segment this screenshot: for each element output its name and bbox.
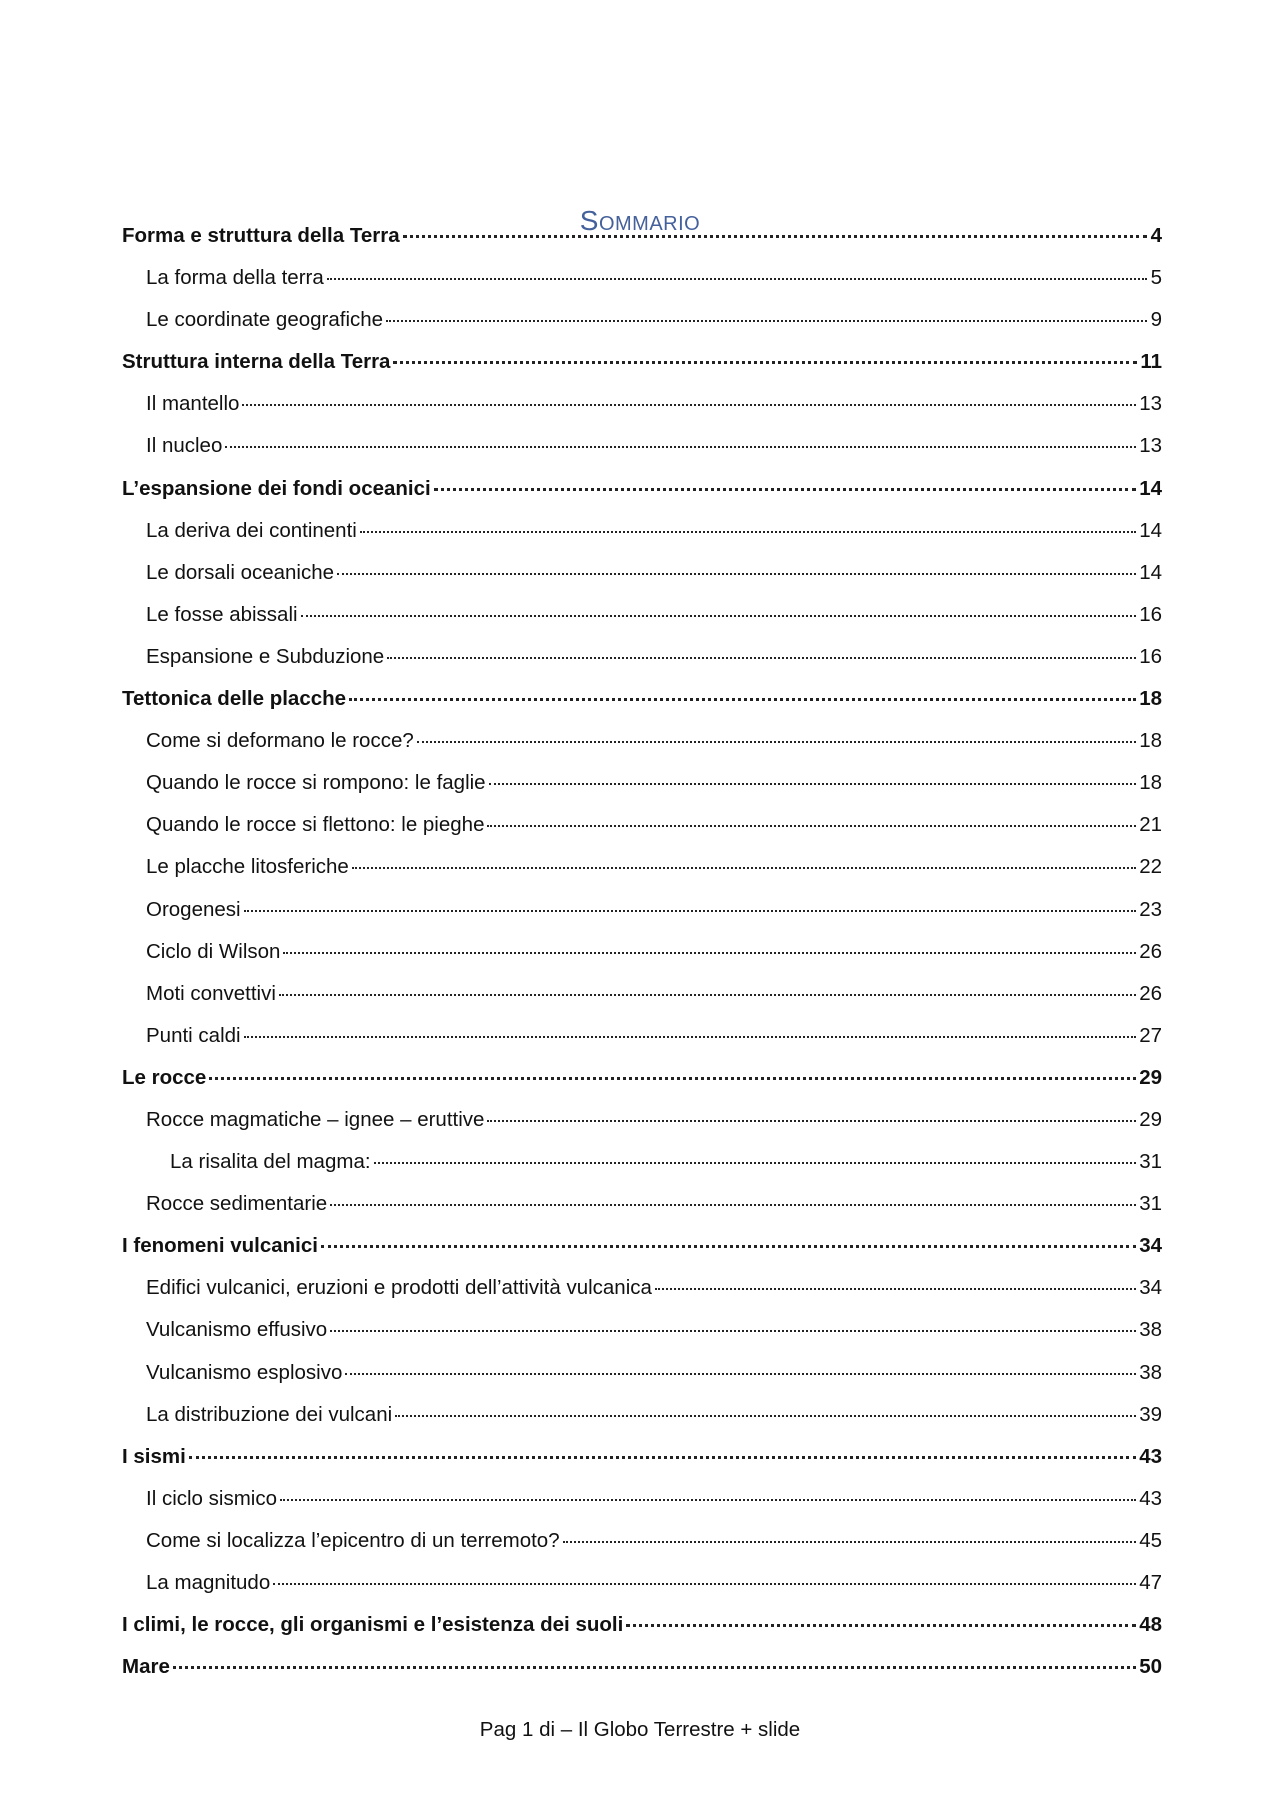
toc-entry-page-number: 27	[1139, 1023, 1162, 1047]
toc-entry-page-number: 5	[1150, 266, 1162, 290]
toc-entry[interactable]	[122, 729, 1162, 771]
page-footer: Pag 1 di – Il Globo Terrestre + slide	[479, 1718, 801, 1741]
dot-leader	[374, 1162, 1137, 1164]
toc-entry[interactable]	[122, 603, 1162, 645]
toc-entry-label: Punti caldi	[146, 1023, 241, 1047]
toc-entry[interactable]	[122, 350, 1162, 392]
toc-entry-label: La deriva dei continenti	[146, 518, 357, 542]
toc-entry[interactable]	[122, 434, 1162, 476]
dot-leader	[393, 361, 1137, 364]
toc-entry-page-number: 39	[1139, 1402, 1162, 1426]
toc-entry-page-number: 22	[1139, 855, 1162, 879]
toc-entry-label: L’espansione dei fondi oceanici	[122, 476, 431, 500]
dot-leader	[244, 1036, 1137, 1038]
dot-leader	[626, 1624, 1136, 1627]
toc-entry-page-number: 29	[1139, 1107, 1162, 1131]
toc-entry-label: Quando le rocce si rompono: le faglie	[146, 771, 486, 795]
toc-entry[interactable]	[122, 687, 1162, 729]
toc-entry-page-number: 18	[1139, 687, 1162, 711]
dot-leader	[189, 1456, 1136, 1459]
toc-entry-label: Le fosse abissali	[146, 602, 298, 626]
dot-leader	[244, 910, 1137, 912]
toc-entry[interactable]	[122, 1318, 1162, 1360]
toc-entry-page-number: 13	[1139, 392, 1162, 416]
dot-leader	[655, 1288, 1136, 1290]
toc-entry-page-number: 13	[1139, 434, 1162, 458]
dot-leader	[209, 1077, 1136, 1080]
toc-entry[interactable]	[122, 855, 1162, 897]
toc-entry-page-number: 29	[1139, 1065, 1162, 1089]
toc-entry-label: Forma e struttura della Terra	[122, 224, 400, 247]
toc-entry[interactable]	[122, 1445, 1162, 1487]
toc-entry[interactable]	[122, 1192, 1162, 1234]
dot-leader	[360, 531, 1136, 533]
toc-entry-label: Il ciclo sismico	[146, 1486, 277, 1510]
dot-leader	[352, 867, 1136, 869]
dot-leader	[395, 1415, 1136, 1417]
toc-entry-page-number: 47	[1139, 1571, 1162, 1594]
toc-entry-label: I climi, le rocce, gli organismi e l’esistenza dei suoli	[122, 1613, 624, 1637]
toc-entry-page-number: 38	[1139, 1360, 1162, 1384]
toc-entry-label: Moti convettivi	[146, 981, 276, 1005]
toc-entry-label: La forma della terra	[146, 266, 324, 290]
dot-leader	[434, 488, 1136, 491]
toc-entry[interactable]	[122, 771, 1162, 813]
toc-entry-page-number: 9	[1150, 308, 1162, 332]
toc-entry-label: Quando le rocce si flettono: le pieghe	[146, 813, 485, 837]
toc-entry[interactable]	[122, 1571, 1162, 1613]
toc-entry[interactable]	[122, 1655, 1162, 1697]
toc-entry-page-number: 11	[1140, 350, 1162, 374]
toc-entry-label: Orogenesi	[146, 897, 241, 921]
dot-leader	[283, 952, 1136, 954]
dot-leader	[417, 741, 1136, 743]
toc-entry-label: La magnitudo	[146, 1571, 271, 1594]
toc-entry-label: Tettonica delle placche	[122, 687, 347, 711]
toc-entry-label: Rocce magmatiche – ignee – eruttive	[146, 1107, 485, 1131]
toc-entry[interactable]	[122, 519, 1162, 561]
toc-entry[interactable]	[122, 1276, 1162, 1318]
toc-entry-page-number: 34	[1139, 1276, 1162, 1300]
toc-entry-page-number: 4	[1150, 224, 1162, 247]
dot-leader	[349, 698, 1136, 701]
toc-entry[interactable]	[122, 392, 1162, 434]
toc-entry-page-number: 26	[1139, 981, 1162, 1005]
toc-entry-label: La risalita del magma:	[170, 1150, 371, 1174]
toc-entry[interactable]	[122, 898, 1162, 940]
toc-entry-page-number: 14	[1139, 560, 1162, 584]
toc-entry-page-number: 43	[1139, 1486, 1162, 1510]
toc-entry-label: Rocce sedimentarie	[146, 1192, 328, 1216]
toc-entry-page-number: 31	[1139, 1192, 1162, 1216]
table-of-contents	[122, 224, 1162, 1697]
toc-entry[interactable]	[122, 940, 1162, 982]
dot-leader	[242, 404, 1136, 406]
toc-entry[interactable]	[122, 645, 1162, 687]
dot-leader	[387, 657, 1136, 659]
toc-entry[interactable]	[122, 1024, 1162, 1066]
toc-entry-page-number: 14	[1139, 518, 1162, 542]
toc-entry-label: Le placche litosferiche	[146, 855, 349, 879]
toc-entry[interactable]	[122, 1066, 1162, 1108]
dot-leader	[173, 1666, 1136, 1669]
toc-entry[interactable]	[122, 224, 1162, 266]
toc-entry-label: Le coordinate geografiche	[146, 308, 384, 332]
toc-entry[interactable]	[122, 1150, 1162, 1192]
toc-entry[interactable]	[122, 1487, 1162, 1529]
toc-entry-label: I sismi	[122, 1444, 186, 1468]
dot-leader	[563, 1541, 1137, 1543]
toc-entry-page-number: 43	[1139, 1444, 1162, 1468]
dot-leader	[327, 278, 1147, 280]
toc-entry-label: Espansione e Subduzione	[146, 644, 385, 668]
dot-leader	[487, 825, 1136, 827]
toc-entry-label: Le rocce	[122, 1065, 207, 1089]
dot-leader	[280, 1499, 1136, 1501]
toc-entry-page-number: 34	[1139, 1234, 1162, 1258]
dot-leader	[301, 615, 1137, 617]
dot-leader	[273, 1583, 1136, 1585]
toc-entry[interactable]	[122, 266, 1162, 308]
toc-entry[interactable]	[122, 813, 1162, 855]
toc-entry-page-number: 23	[1139, 897, 1162, 921]
dot-leader	[489, 783, 1137, 785]
toc-entry[interactable]	[122, 1108, 1162, 1150]
dot-leader	[321, 1245, 1136, 1248]
toc-entry-label: Vulcanismo esplosivo	[146, 1360, 343, 1384]
toc-entry-page-number: 50	[1139, 1655, 1162, 1679]
toc-entry-page-number: 48	[1139, 1613, 1162, 1637]
toc-entry-label: Edifici vulcanici, eruzioni e prodotti dell’attività vulcanica	[146, 1276, 652, 1300]
dot-leader	[386, 320, 1147, 322]
toc-entry-label: Il nucleo	[146, 434, 223, 458]
toc-entry-label: La distribuzione dei vulcani	[146, 1402, 393, 1426]
toc-entry-page-number: 38	[1139, 1318, 1162, 1342]
toc-entry[interactable]	[122, 1613, 1162, 1655]
toc-entry[interactable]	[122, 477, 1162, 519]
dot-leader	[345, 1373, 1136, 1375]
toc-entry-label: Il mantello	[146, 392, 240, 416]
dot-leader	[279, 994, 1136, 996]
toc-entry-label: Ciclo di Wilson	[146, 939, 281, 963]
toc-entry[interactable]	[122, 1403, 1162, 1445]
toc-entry-label: Struttura interna della Terra	[122, 350, 391, 374]
page-title: Sommario	[579, 204, 701, 236]
toc-entry-label: I fenomeni vulcanici	[122, 1234, 318, 1258]
toc-entry[interactable]	[122, 982, 1162, 1024]
toc-entry[interactable]	[122, 308, 1162, 350]
dot-leader	[330, 1330, 1136, 1332]
toc-entry-page-number: 26	[1139, 939, 1162, 963]
toc-entry-label: Come si localizza l’epicentro di un terremoto?	[146, 1528, 560, 1552]
toc-entry-page-number: 18	[1139, 729, 1162, 753]
toc-entry-label: Come si deformano le rocce?	[146, 729, 414, 753]
toc-entry-page-number: 21	[1139, 813, 1162, 837]
toc-entry-page-number: 31	[1139, 1150, 1162, 1174]
toc-entry-page-number: 14	[1139, 476, 1162, 500]
dot-leader	[487, 1120, 1136, 1122]
toc-entry-label: Mare	[122, 1655, 170, 1679]
toc-entry[interactable]	[122, 1234, 1162, 1276]
toc-entry[interactable]	[122, 1361, 1162, 1403]
toc-entry-page-number: 18	[1139, 771, 1162, 795]
dot-leader	[403, 235, 1147, 238]
toc-entry[interactable]	[122, 561, 1162, 603]
dot-leader	[330, 1204, 1136, 1206]
toc-entry-page-number: 16	[1139, 602, 1162, 626]
dot-leader	[225, 446, 1136, 448]
toc-entry-label: Le dorsali oceaniche	[146, 560, 335, 584]
toc-entry-page-number: 16	[1139, 644, 1162, 668]
toc-entry-page-number: 45	[1139, 1528, 1162, 1552]
toc-entry[interactable]	[122, 1529, 1162, 1571]
toc-entry-label: Vulcanismo effusivo	[146, 1318, 328, 1342]
dot-leader	[337, 573, 1136, 575]
